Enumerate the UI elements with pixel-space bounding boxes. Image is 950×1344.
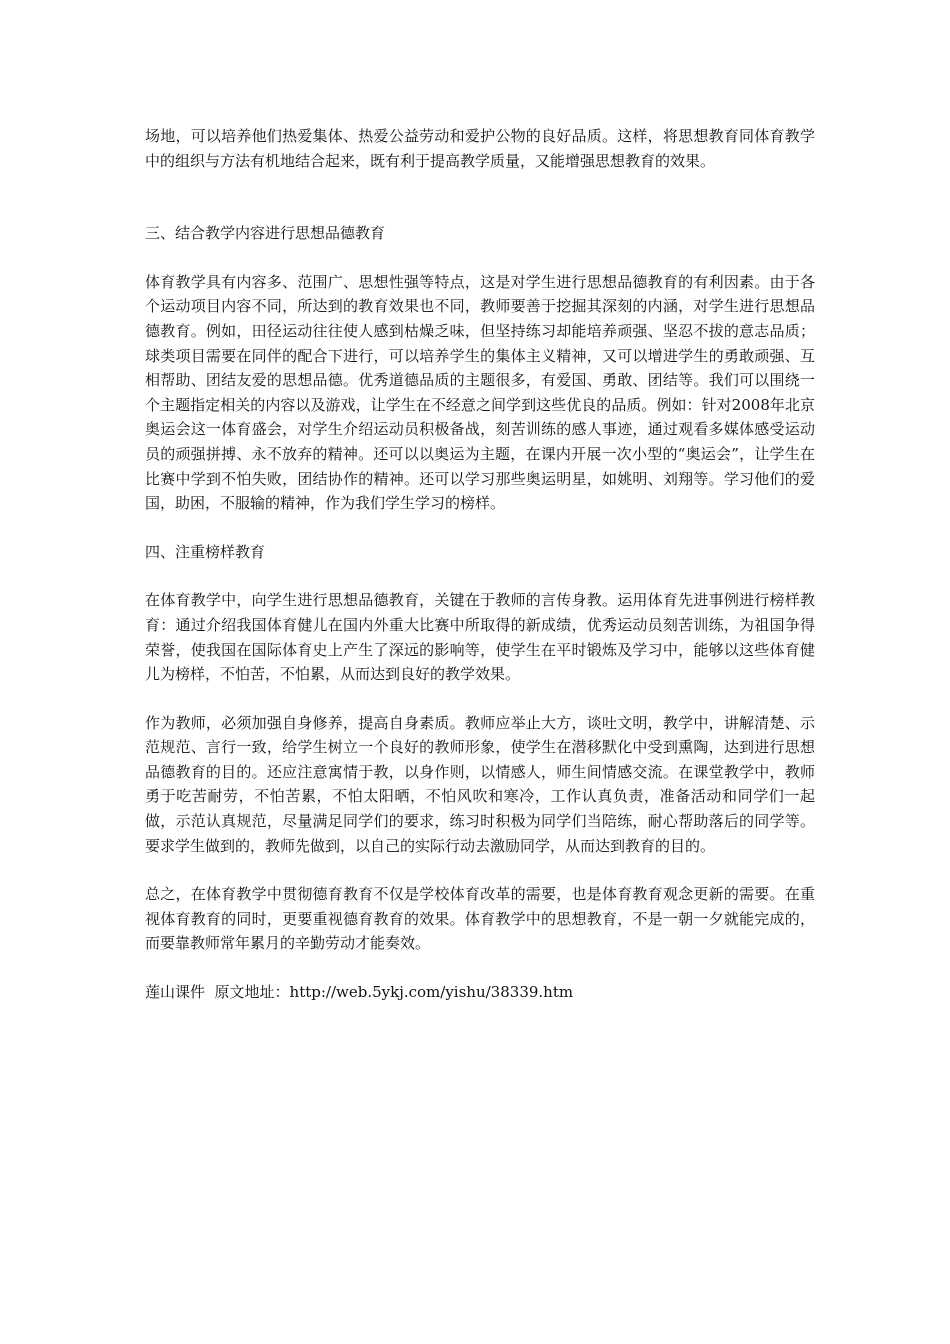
paragraph-spacer (145, 246, 815, 270)
paragraph-spacer (145, 956, 815, 980)
section-3-paragraph: 体育教学具有内容多、范围广、思想性强等特点，这是对学生进行思想品德教育的有利因素。由于各个运动项目内容不同，所达到的教育效果也不同，教师要善于挖掘其深刻的内涵，对学生进行思想品德教育。例如，田径运动往往使人感到枯燥乏味，但坚持练习却能培养顽强、坚忍不拔的意志品质；球类项目需要在同伴的配合下进行，可以培养学生的集体主义精神，又可以增进学生的勇敢顽强、互相帮助、团结友爱的思想品德。优秀道德品质的主题很多，有爱国、勇敢、团结等。我们可以围绕一个主题指定相关的内容以及游戏，让学生在不经意之间学到这些优良的品质。例如：针对2008年北京奥运会这一体育盛会，对学生介绍运动员积极备战，刻苦训练的感人事迹，通过观看多媒体感受运动员的顽强拼搏、永不放弃的精神。还可以以奥运为主题，在课内开展一次小型的“奥运会”，让学生在比赛中学到不怕失败，团结协作的精神。还可以学习那些奥运明星，如姚明、刘翔等。学习他们的爱国，助困，不服输的精神，作为我们学生学习的榜样。 (145, 272, 815, 513)
source-footer: 莲山课件 原文地址：http://web.5ykj.com/yishu/38339.htm (145, 983, 574, 1002)
section-4-paragraph-2: 作为教师，必须加强自身修养，提高自身素质。教师应举止大方，谈吐文明，教学中，讲解清楚、示范规范、言行一致，给学生树立一个良好的教师形象，使学生在潜移默化中受到熏陶，达到进行思想品德教育的目的。还应注意寓情于教，以身作则，以情感人，师生间情感交流。在课堂教学中，教师勇于吃苦耐劳，不怕苦累，不怕太阳晒，不怕风吹和寒冷，工作认真负责，准备活动和同学们一起做，示范认真规范，尽量满足同学们的要求，练习时积极为同学们当陪练，耐心帮助落后的同学等。要求学生做到的，教师先做到，以自己的实际行动去激励同学，从而达到教育的目的。 (145, 713, 815, 855)
section-spacer (145, 173, 815, 221)
conclusion-paragraph: 总之，在体育教学中贯彻德育教育不仅是学校体育改革的需要，也是体育教育观念更新的需要。在重视体育教育的同时，更要重视德育教育的效果。体育教学中的思想教育，不是一朝一夕就能完成的，而要靠教师常年累月的辛勤劳动才能奏效。 (145, 885, 815, 953)
paragraph-spacer (145, 858, 815, 882)
section-4-heading: 四、注重榜样教育 (145, 542, 266, 561)
section-4-paragraph-1: 在体育教学中，向学生进行思想品德教育，关键在于教师的言传身教。运用体育先进事例进行榜样教育：通过介绍我国体育健儿在国内外重大比赛中所取得的新成绩，优秀运动员刻苦训练，为祖国争得荣誉，使我国在国际体育史上产生了深远的影响等，使学生在平时锻炼及学习中，能够以这些体育健儿为榜样，不怕苦，不怕累，从而达到良好的教学效果。 (145, 591, 815, 684)
paragraph-spacer (145, 687, 815, 711)
document-page (145, 124, 815, 1005)
intro-paragraph: 场地，可以培养他们热爱集体、热爱公益劳动和爱护公物的良好品质。这样，将思想教育同体育教学中的组织与方法有机地结合起来，既有利于提高教学质量，又能增强思想教育的效果。 (145, 127, 815, 170)
section-3-heading: 三、结合教学内容进行思想品德教育 (145, 224, 386, 243)
paragraph-spacer (145, 564, 815, 588)
paragraph-spacer (145, 516, 815, 540)
